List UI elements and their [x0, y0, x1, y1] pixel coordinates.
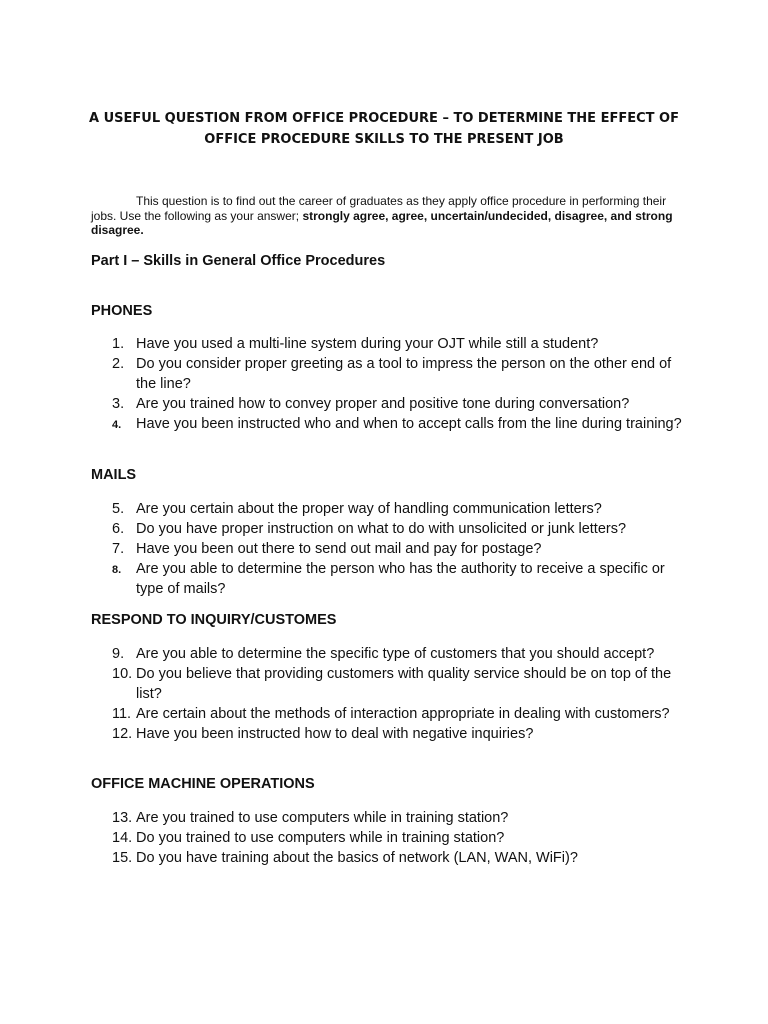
question-item: [91, 394, 691, 414]
question-number: 1.: [112, 336, 125, 352]
question-number: 6.: [112, 521, 125, 537]
question-text: Are you able to determine the person who has the authority to receive a specific or type of mails?: [136, 561, 665, 597]
question-text: Are you trained to use computers while in training station?: [136, 810, 509, 826]
question-text: Do you believe that providing customers with quality service should be on top of the list?: [136, 666, 672, 702]
question-number: 13.: [112, 810, 133, 826]
question-text: Are you certain about the proper way of handling communication letters?: [136, 501, 602, 517]
question-number: 7.: [112, 541, 125, 557]
question-number: 15.: [112, 850, 133, 866]
question-number: 9.: [112, 646, 125, 662]
question-text: Do you have proper instruction on what to do with unsolicited or junk letters?: [136, 521, 627, 537]
section-heading-phones: PHONES: [91, 303, 153, 319]
title-line-2: OFFICE PROCEDURE SKILLS TO THE PRESENT JOB: [204, 132, 564, 147]
question-item: [91, 414, 691, 435]
part-heading: Part I – Skills in General Office Procedures: [91, 253, 386, 269]
question-item: [91, 704, 691, 724]
question-list-phones: [91, 334, 691, 435]
question-number: 2.: [112, 356, 125, 372]
answer-scale: strongly agree, agree, uncertain/undecided, disagree, and strong disagree.: [91, 208, 673, 237]
question-number: 12.: [112, 726, 133, 742]
question-number: 10.: [112, 666, 133, 682]
title-line-1: A USEFUL QUESTION FROM OFFICE PROCEDURE – TO DETERMINE THE EFFECT OF: [89, 111, 679, 126]
question-number: 4.: [112, 419, 122, 431]
document-title: [60, 108, 708, 150]
section-heading-inquiry: RESPOND TO INQUIRY/CUSTOMES: [91, 612, 337, 628]
question-item: [91, 519, 691, 539]
question-text: Do you consider proper greeting as a tool to impress the person on the other end of the line?: [136, 356, 672, 392]
section-heading-office-machines: OFFICE MACHINE OPERATIONS: [91, 776, 315, 792]
intro-text: This question is to find out the career of graduates as they apply office procedure in performing their jobs. Use the following as your answer;: [91, 194, 667, 223]
question-item: [91, 334, 691, 354]
question-text: Are certain about the methods of interaction appropriate in dealing with customers?: [136, 706, 670, 722]
question-text: Are you trained how to convey proper and positive tone during conversation?: [136, 396, 630, 412]
question-number: 14.: [112, 830, 133, 846]
question-item: [91, 828, 691, 848]
question-number: 3.: [112, 396, 125, 412]
question-text: Are you able to determine the specific type of customers that you should accept?: [136, 646, 655, 662]
question-item: [91, 499, 691, 519]
question-text: Have you been instructed who and when to accept calls from the line during training?: [136, 416, 682, 432]
question-number: 11.: [112, 706, 132, 722]
question-item: [91, 664, 691, 704]
question-text: Do you trained to use computers while in training station?: [136, 830, 505, 846]
question-item: [91, 539, 691, 559]
question-text: Have you used a multi-line system during your OJT while still a student?: [136, 336, 599, 352]
question-text: Have you been instructed how to deal with negative inquiries?: [136, 726, 534, 742]
question-item: [91, 808, 691, 828]
section-heading-mails: MAILS: [91, 467, 137, 483]
question-text: Have you been out there to send out mail and pay for postage?: [136, 541, 542, 557]
question-list-mails: [91, 499, 691, 599]
question-item: [91, 724, 691, 744]
question-item: [91, 354, 691, 394]
question-list-inquiry: [91, 644, 691, 744]
question-list-office-machines: [91, 808, 691, 868]
question-number: 8.: [112, 564, 122, 576]
question-number: 5.: [112, 501, 125, 517]
question-item: [91, 559, 691, 599]
question-item: [91, 848, 691, 868]
question-item: [91, 644, 691, 664]
intro-paragraph: [91, 194, 681, 238]
question-text: Do you have training about the basics of network (LAN, WAN, WiFi)?: [136, 850, 578, 866]
